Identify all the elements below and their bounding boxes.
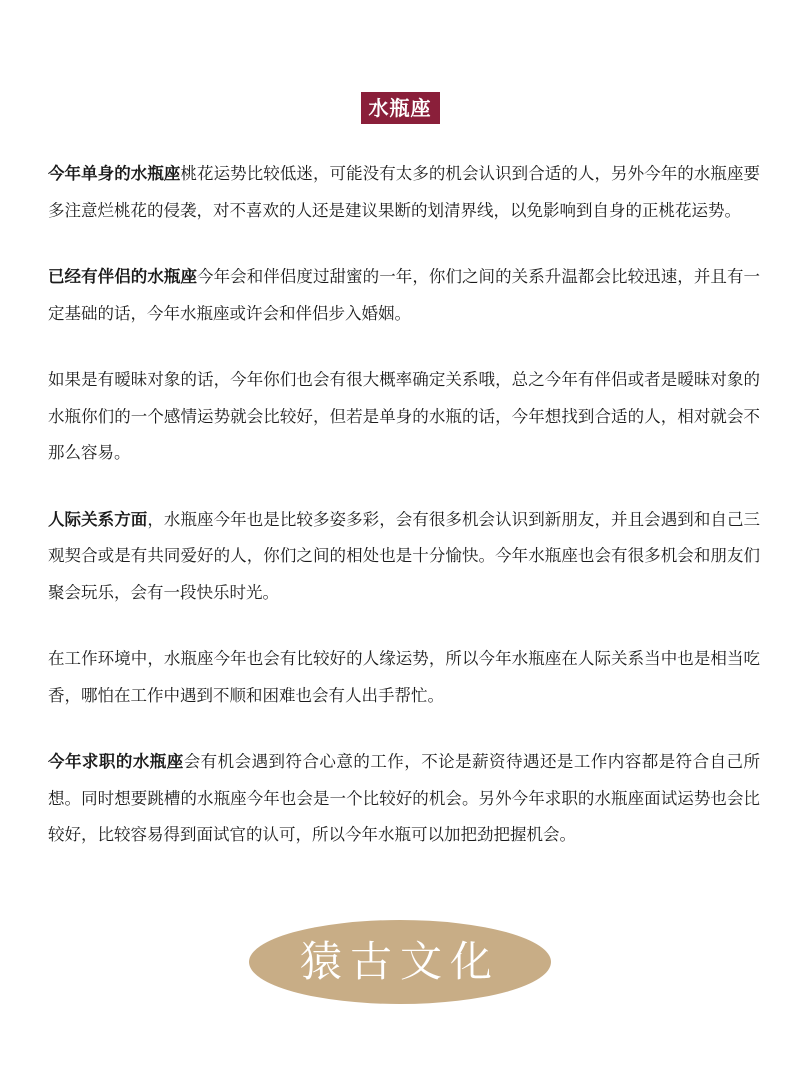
page-title: 水瓶座	[361, 92, 440, 124]
paragraph-text: ，水瓶座今年也是比较多姿多彩，会有很多机会认识到新朋友，并且会遇到和自己三观契合或是有共同爱好的人，你们之间的相处也是十分愉快。今年水瓶座也会有很多机会和朋友们聚会玩乐，会有一段快乐时光。	[48, 509, 761, 602]
paragraph-ambiguous	[48, 362, 760, 472]
title-container	[0, 92, 800, 124]
paragraph-lead: 今年单身的水瓶座	[48, 164, 181, 183]
paragraph-lead: 人际关系方面	[48, 509, 148, 529]
paragraph-text: 桃花运势比较低迷，可能没有太多的机会认识到合适的人，另外今年的水瓶座要多注意烂桃花的侵袭，对不喜欢的人还是建议果断的划清界线，以免影响到自身的正桃花运势。	[48, 164, 761, 220]
paragraph-partnered	[48, 259, 760, 332]
paragraph-text: 在工作环境中，水瓶座今年也会有比较好的人缘运势，所以今年水瓶座在人际关系当中也是相当吃香，哪怕在工作中遇到不顺和困难也会有人出手帮忙。	[48, 649, 760, 705]
paragraph-single	[48, 156, 760, 229]
brand-logo-text: 猿古文化	[299, 937, 500, 986]
article-body	[48, 156, 760, 884]
logo-container	[0, 920, 800, 1008]
paragraph-relationships	[48, 502, 760, 612]
paragraph-work	[48, 641, 760, 714]
paragraph-lead: 今年求职的水瓶座	[48, 752, 184, 771]
paragraph-job-seeking	[48, 744, 760, 854]
brand-logo	[249, 920, 551, 1004]
paragraph-lead: 已经有伴侣的水瓶座	[48, 267, 198, 286]
paragraph-text: 今年会和伴侣度过甜蜜的一年，你们之间的关系升温都会比较迅速，并且有一定基础的话，今年水瓶座或许会和伴侣步入婚姻。	[48, 267, 761, 323]
paragraph-text: 如果是有暧昧对象的话，今年你们也会有很大概率确定关系哦，总之今年有伴侣或者是暧昧对象的水瓶你们的一个感情运势就会比较好，但若是单身的水瓶的话，今年想找到合适的人，相对就会不那么容易。	[48, 370, 760, 462]
paragraph-text: 会有机会遇到符合心意的工作，不论是薪资待遇还是工作内容都是符合自己所想。同时想要跳槽的水瓶座今年也会是一个比较好的机会。另外今年求职的水瓶座面试运势也会比较好，比较容易得到面试官的认可，所以今年水瓶可以加把劲把握机会。	[48, 752, 761, 844]
